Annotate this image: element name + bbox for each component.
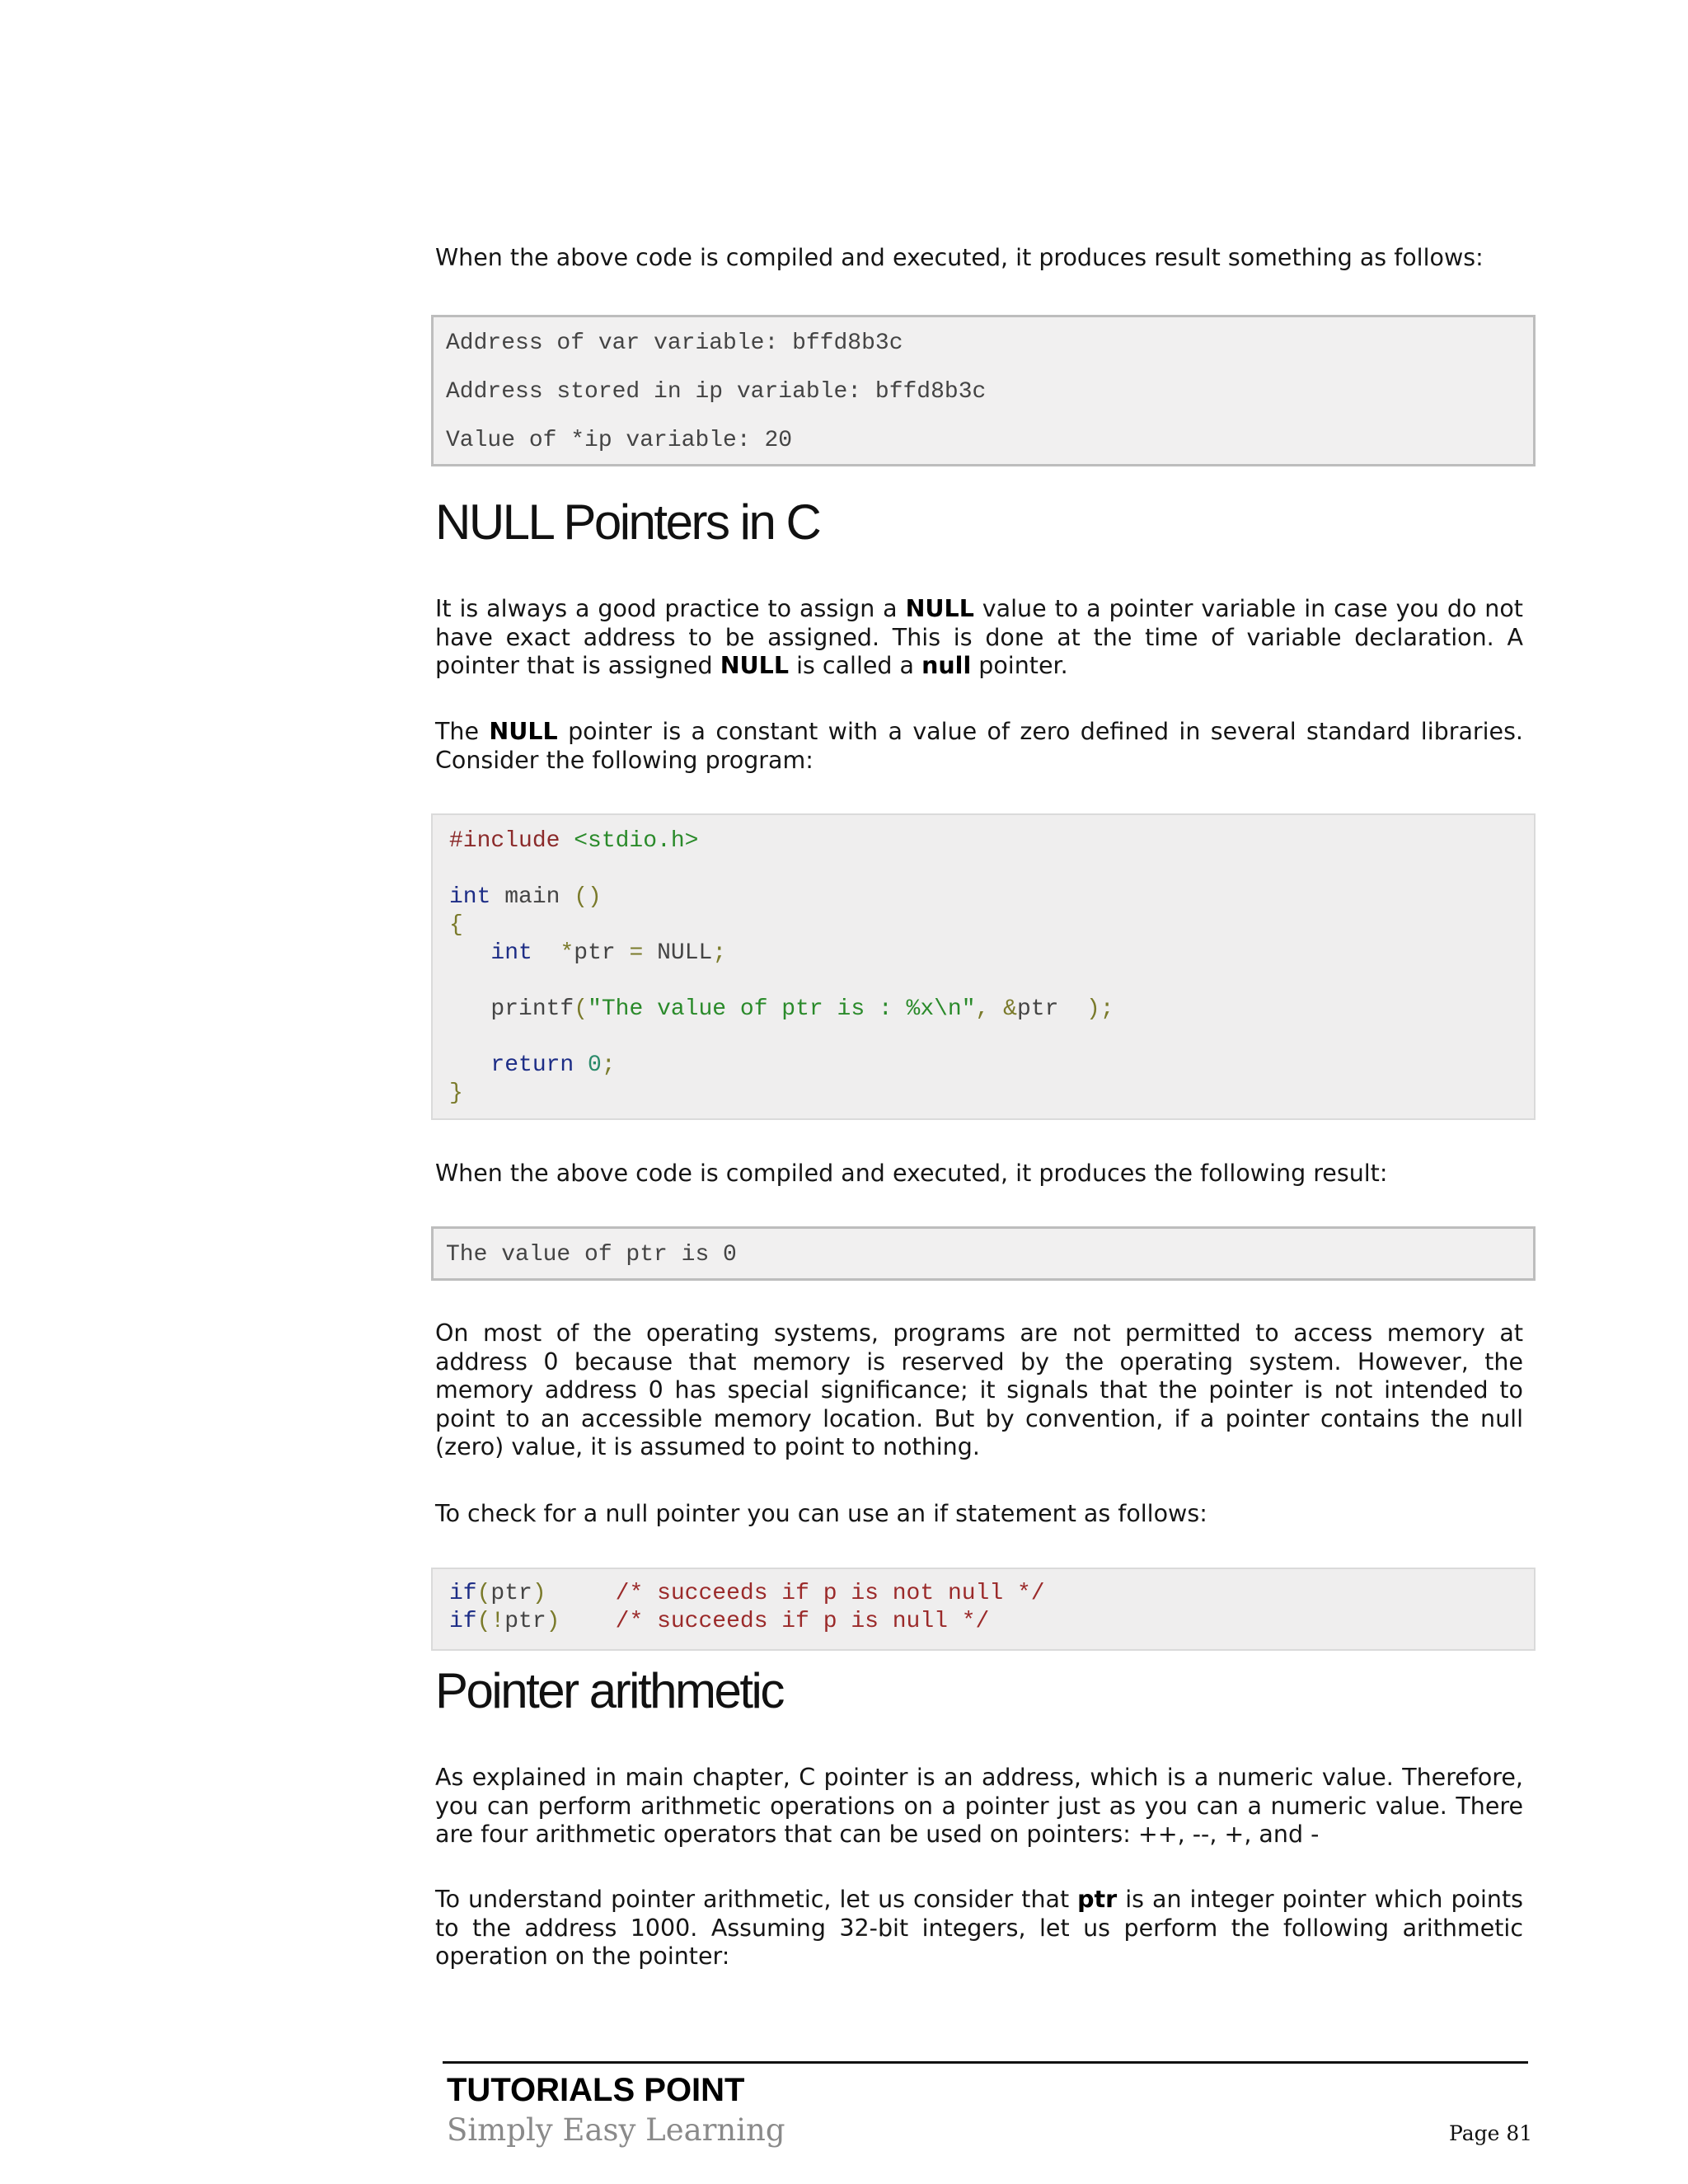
code-line: int main () bbox=[449, 884, 602, 910]
footer-tagline: Simply Easy Learning bbox=[447, 2112, 785, 2148]
paragraph-address-zero: On most of the operating systems, programs are not permitted to access memory at address 0 because that memory is reserved by the operating system. However, the memory address 0 has special significance; it signals that the pointer is not intended to point to an accessible memory location. But by convention, if a pointer contains the null (zero) value, it is assumed to point to nothing. bbox=[435, 1319, 1523, 1460]
paragraph-output-intro: When the above code is compiled and executed, it produces result something as follows: bbox=[435, 244, 1484, 271]
code-block-null-example bbox=[431, 813, 1536, 1120]
code-line: return 0; bbox=[490, 1052, 616, 1078]
code-line: { bbox=[449, 912, 463, 938]
page-number: Page 81 bbox=[1449, 2121, 1533, 2145]
footer-brand: TUTORIALS POINT bbox=[447, 2072, 745, 2108]
footer-divider bbox=[443, 2061, 1528, 2064]
code-block-null-check bbox=[431, 1568, 1536, 1651]
code-line: } bbox=[449, 1080, 463, 1106]
paragraph-result-intro: When the above code is compiled and executed, it produces the following result: bbox=[435, 1160, 1388, 1187]
output-box-1 bbox=[431, 315, 1536, 466]
code-line: printf("The value of ptr is : %x\n", &ptr ); bbox=[490, 996, 1114, 1022]
paragraph-null-constant: The NULL pointer is a constant with a value of zero defined in several standard libraries. Consider the following program: bbox=[435, 718, 1523, 774]
heading-null-pointers: NULL Pointers in C bbox=[435, 494, 820, 550]
heading-pointer-arithmetic: Pointer arithmetic bbox=[435, 1663, 783, 1718]
code-line: if(ptr) /* succeeds if p is not null */ bbox=[449, 1581, 1045, 1606]
paragraph-arithmetic-example: To understand pointer arithmetic, let us consider that ptr is an integer pointer which points to the address 1000. Assuming 32-bit integers, let us perform the following arithmetic operation on the pointer: bbox=[435, 1886, 1524, 1970]
paragraph-null-check-intro: To check for a null pointer you can use an if statement as follows: bbox=[435, 1500, 1207, 1527]
output-line: The value of ptr is 0 bbox=[446, 1242, 737, 1268]
paragraph-null-intro: It is always a good practice to assign a NULL value to a pointer variable in case you do not have exact address to be assigned. This is done at the time of variable declaration. A pointer that is assigned NULL is called a null pointer. bbox=[435, 595, 1523, 679]
code-line: #include <stdio.h> bbox=[449, 828, 699, 854]
paragraph-arithmetic-intro: As explained in main chapter, C pointer is an address, which is a numeric value. Therefore, you can perform arithmetic operations on a pointer just as you can a numeric value. There are four arithmetic operators that can be used on pointers: ++, --, +, and - bbox=[435, 1764, 1523, 1848]
code-line: if(!ptr) /* succeeds if p is null */ bbox=[449, 1609, 990, 1634]
output-line: Address stored in ip variable: bffd8b3c bbox=[446, 379, 987, 405]
code-line: int *ptr = NULL; bbox=[490, 940, 727, 966]
output-box-2 bbox=[431, 1226, 1536, 1281]
output-line: Address of var variable: bffd8b3c bbox=[446, 330, 903, 356]
output-line: Value of *ip variable: 20 bbox=[446, 428, 793, 453]
